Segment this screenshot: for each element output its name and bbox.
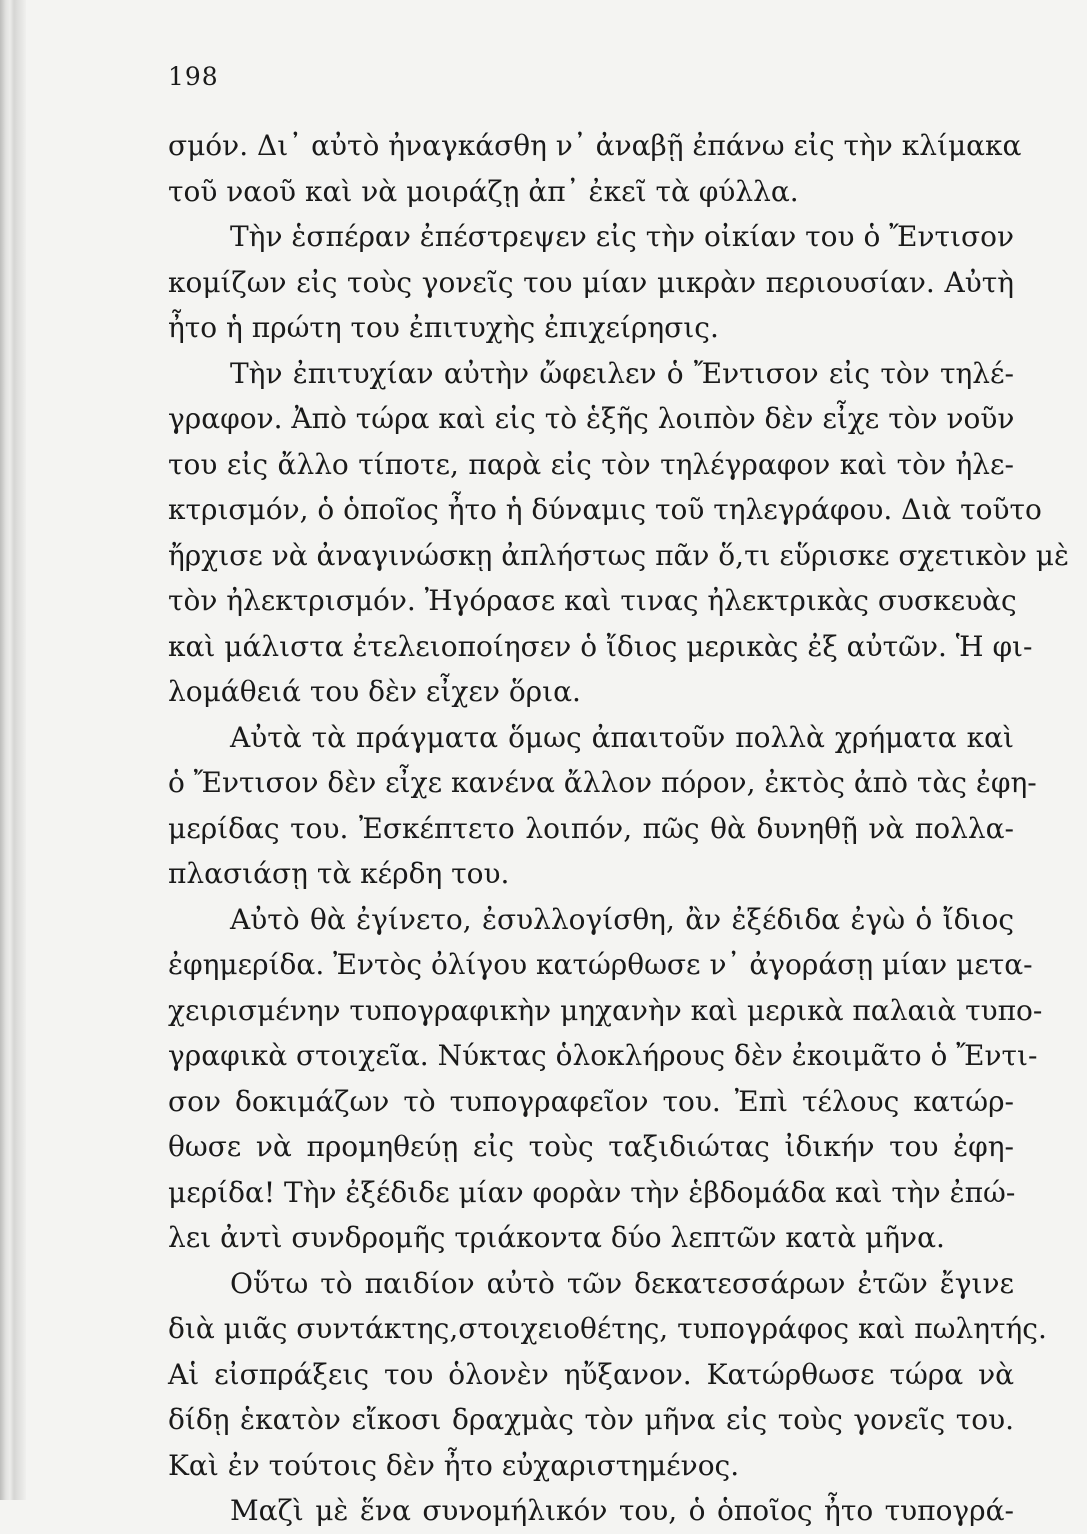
text-line: Τὴν ἐπιτυχίαν αὐτὴν ὤφειλεν ὁ Ἔντισον εἰς τὸν τηλέ-	[230, 356, 1014, 390]
text-line: μερίδας του. Ἐσκέπτετο λοιπόν, πῶς θὰ δυνηθῇ νὰ πολλα-	[168, 811, 1014, 845]
text-line: γραφικὰ στοιχεῖα. Νύκτας ὁλοκλήρους δὲν ἐκοιμᾶτο ὁ Ἔντι-	[168, 1039, 1038, 1072]
body-text	[168, 123, 1069, 1534]
page-spine-edge	[0, 0, 26, 1500]
text-line: σμόν. Δι᾽ αὐτὸ ἠναγκάσθη ν᾽ ἀναβῇ ἐπάνω εἰς τὴν κλίμακα	[168, 129, 1022, 162]
page-number: 198	[168, 62, 219, 91]
text-line: δίδῃ ἑκατὸν εἴκοσι δραχμὰς τὸν μῆνα εἰς τοὺς γονεῖς του.	[168, 1403, 1014, 1436]
text-line: μερίδα! Τὴν ἐξέδιδε μίαν φορὰν τὴν ἑβδομάδα καὶ τὴν ἐπώ-	[168, 1175, 1016, 1209]
text-line: Αἱ εἰσπράξεις του ὁλονὲν ηὔξανον. Κατώρθωσε τώρα νὰ	[168, 1357, 1014, 1391]
text-line: Καὶ ἐν τούτοις δὲν ἦτο εὐχαριστημένος.	[168, 1448, 740, 1482]
text-line: ἐφημερίδα. Ἐντὸς ὀλίγου κατώρθωσε ν᾽ ἀγοράσῃ μίαν μετα-	[168, 948, 1033, 981]
text-line: Τὴν ἑσπέραν ἐπέστρεψεν εἰς τὴν οἰκίαν του ὁ Ἔντισον	[230, 220, 1014, 253]
text-line: Αὐτὰ τὰ πράγματα ὅμως ἀπαιτοῦν πολλὰ χρήματα καὶ	[230, 720, 1014, 754]
text-line: ἦτο ἡ πρώτη του ἐπιτυχὴς ἐπιχείρησις.	[168, 311, 719, 344]
text-line: διὰ μιᾶς συντάκτης,στοιχειοθέτης, τυπογράφος καὶ πωλητής.	[168, 1312, 1047, 1345]
text-line: Αὐτὸ θὰ ἐγίνετο, ἐσυλλογίσθη, ἂν ἐξέδιδα ἐγὼ ὁ ἴδιος	[230, 902, 1014, 936]
text-line: λομάθειά του δὲν εἶχεν ὅρια.	[168, 675, 581, 708]
text-line: θωσε νὰ προμηθεύῃ εἰς τοὺς ταξιδιώτας ἰδικήν του ἐφη-	[168, 1130, 1014, 1163]
text-line: τὸν ἠλεκτρισμόν. Ἠγόρασε καὶ τινας ἠλεκτρικὰς συσκευὰς	[168, 584, 1017, 617]
text-line: χειρισμένην τυπογραφικὴν μηχανὴν καὶ μερικὰ παλαιὰ τυπο-	[168, 993, 1043, 1027]
text-line: γραφον. Ἀπὸ τώρα καὶ εἰς τὸ ἑξῆς λοιπὸν δὲν εἶχε τὸν νοῦν	[168, 402, 1015, 435]
text-line: σον δοκιμάζων τὸ τυπογραφεῖον του. Ἐπὶ τέλους κατώρ-	[168, 1084, 1014, 1118]
text-line: Οὕτω τὸ παιδίον αὐτὸ τῶν δεκατεσσάρων ἐτῶν ἔγινε	[230, 1266, 1014, 1300]
text-line: πλασιάσῃ τὰ κέρδη του.	[168, 857, 510, 890]
text-line: του εἰς ἄλλο τίποτε, παρὰ εἰς τὸν τηλέγραφον καὶ τὸν ἠλε-	[168, 447, 1014, 481]
text-line: Μαζὶ μὲ ἕνα συνομήλικόν του, ὁ ὁποῖος ἦτο τυπογρά-	[230, 1494, 1014, 1527]
text-line: ἤρχισε νὰ ἀναγινώσκῃ ἀπλήστως πᾶν ὅ,τι εὕρισκε σχετικὸν μὲ	[168, 538, 1069, 572]
text-line: τοῦ ναοῦ καὶ νὰ μοιράζῃ ἀπ᾽ ἐκεῖ τὰ φύλλα.	[168, 174, 799, 208]
text-line: καὶ μάλιστα ἐτελειοποίησεν ὁ ἴδιος μερικὰς ἐξ αὐτῶν. Ἡ φι-	[168, 629, 1033, 663]
text-line: κομίζων εἰς τοὺς γονεῖς του μίαν μικρὰν περιουσίαν. Αὐτὴ	[168, 265, 1014, 299]
text-line: λει ἀντὶ συνδρομῆς τριάκοντα δύο λεπτῶν κατὰ μῆνα.	[168, 1221, 945, 1254]
text-line: ὁ Ἔντισον δὲν εἶχε κανένα ἄλλον πόρον, ἐκτὸς ἀπὸ τὰς ἐφη-	[168, 766, 1037, 799]
text-line: κτρισμόν, ὁ ὁποῖος ἦτο ἡ δύναμις τοῦ τηλεγράφου. Διὰ τοῦτο	[168, 493, 1042, 526]
